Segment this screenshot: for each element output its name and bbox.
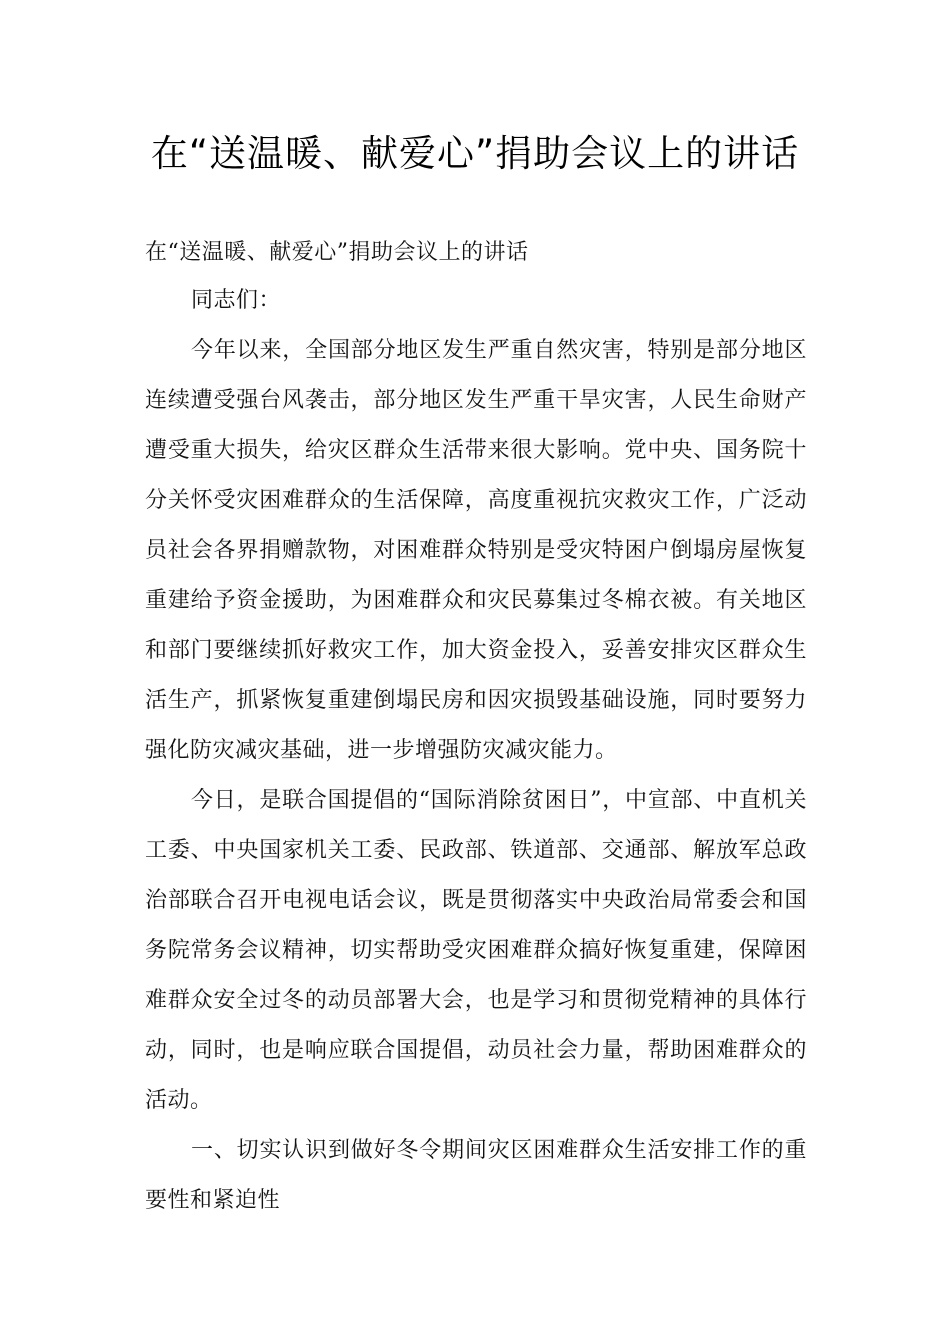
paragraph-2-text: 今日，是联合国提倡的“国际消除贫困日”，中宣部、中直机关工委、中央国家机关工委、民政部、铁道部、交通部、解放军总政治部联合召开电视电话会议，既是贯彻落实中央政治局常委会和国务院常务会议精神，切实帮助受灾困难群众搞好恢复重建，保障困难群众安全过冬的动员部署大会，也是学习和贯彻党精神的具体行动，同时，也是响应联合国提倡，动员社会力量，帮助困难群众的活动。 — [145, 788, 807, 1113]
document-subtitle: 在“送温暖、献爱心”捐助会议上的讲话 — [145, 240, 529, 265]
paragraph-1-text: 今年以来，全国部分地区发生严重自然灾害，特别是部分地区连续遭受强台风袭击，部分地区发生严重干旱灾害，人民生命财产遭受重大损失，给灾区群众生活带来很大影响。党中央、国务院十分关怀受灾困难群众的生活保障，高度重视抗灾救灾工作，广泛动员社会各界捐赠款物，对困难群众特别是受灾特困户倒塌房屋恢复重建给予资金援助，为困难群众和灾民募集过冬棉衣被。有关地区和部门要继续抓好救灾工作，加大资金投入，妥善安排灾区群众生活生产，抓紧恢复重建倒塌民房和因灾损毁基础设施，同时要努力强化防灾减灾基础，进一步增强防灾减灾能力。 — [145, 338, 807, 763]
section-heading-1-text: 一、切实认识到做好冬令期间灾区困难群众生活安排工作的重要性和紧迫性 — [145, 1138, 807, 1213]
paragraph-1 — [145, 326, 807, 776]
document-title: 在“送温暖、献爱心”捐助会议上的讲话 — [150, 132, 800, 175]
section-heading-1 — [145, 1126, 807, 1226]
salutation: 同志们： — [191, 288, 282, 313]
paragraph-2 — [145, 776, 807, 1126]
